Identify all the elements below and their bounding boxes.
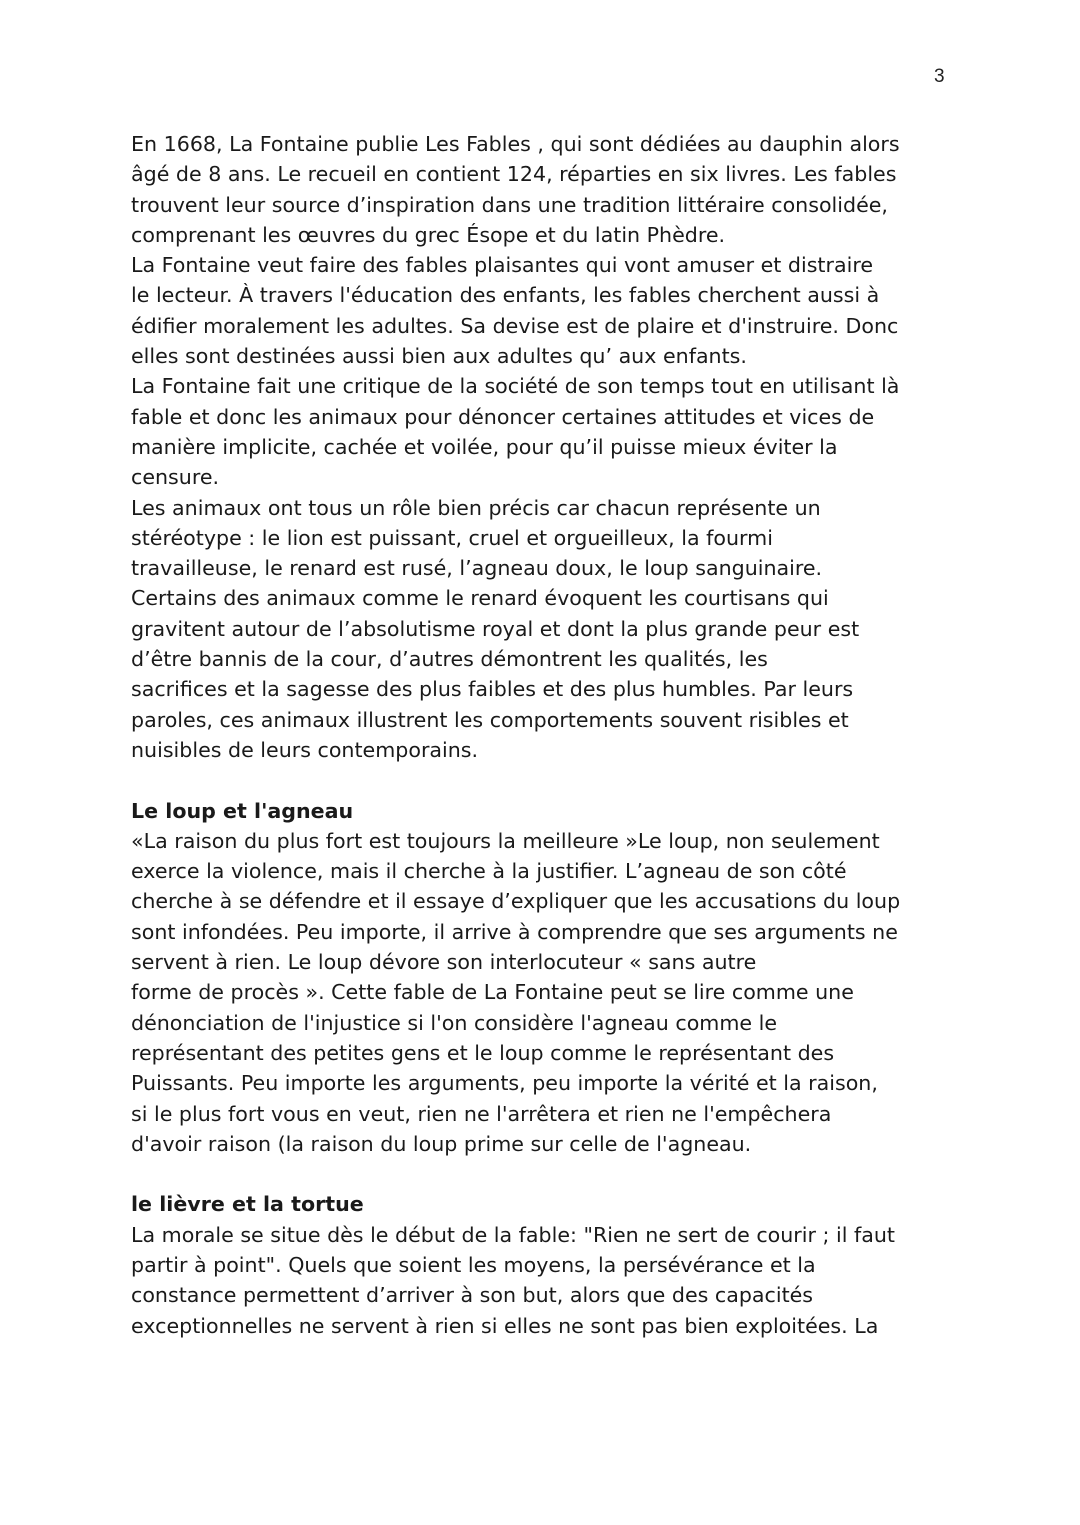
text-line: le lecteur. À travers l'éducation des enfants, les fables cherchent aussi à (131, 283, 880, 308)
text-line: La Fontaine fait une critique de la société de son temps tout en utilisant là (131, 374, 900, 399)
text-line: représentant des petites gens et le loup comme le représentant des (131, 1040, 835, 1065)
text-line: travailleuse, le renard est rusé, l’agneau doux, le loup sanguinaire. (131, 556, 823, 581)
text-line: fable et donc les animaux pour dénoncer certaines attitudes et vices de (131, 404, 875, 429)
text-line: partir à point". Quels que soient les moyens, la persévérance et la (131, 1252, 816, 1277)
text-line: sacrifices et la sagesse des plus faibles et des plus humbles. Par leurs (131, 677, 854, 702)
text-line: d’être bannis de la cour, d’autres démontrent les qualités, les (131, 647, 768, 672)
text-line: édifier moralement les adultes. Sa devise est de plaire et d'instruire. Donc (131, 313, 899, 338)
text-line: exceptionnelles ne servent à rien si elles ne sont pas bien exploitées. La (131, 1313, 879, 1338)
text-line: cherche à se défendre et il essaye d’expliquer que les accusations du loup (131, 889, 901, 914)
text-line: La Fontaine veut faire des fables plaisantes qui vont amuser et distraire (131, 253, 873, 278)
text-line: sont infondées. Peu importe, il arrive à comprendre que ses arguments ne (131, 919, 898, 944)
text-line: comprenant les œuvres du grec Ésope et du latin Phèdre. (131, 222, 726, 247)
text-line: paroles, ces animaux illustrent les comportements souvent risibles et (131, 707, 849, 732)
text-line: manière implicite, cachée et voilée, pour qu’il puisse mieux éviter la (131, 434, 838, 459)
text-line: âgé de 8 ans. Le recueil en contient 124, réparties en six livres. Les fables (131, 162, 897, 187)
text-line: exerce la violence, mais il cherche à la justifier. L’agneau de son côté (131, 859, 847, 884)
text-line: gravitent autour de l’absolutisme royal et dont la plus grande peur est (131, 616, 860, 641)
text-line: servent à rien. Le loup dévore son interlocuteur « sans autre (131, 950, 757, 975)
paragraph-spacer (131, 765, 961, 795)
text-line: constance permettent d’arriver à son but, alors que des capacités (131, 1283, 814, 1308)
text-line: censure. (131, 465, 220, 490)
intro-paragraph (131, 129, 961, 765)
text-line: Certains des animaux comme le renard évoquent les courtisans qui (131, 586, 829, 611)
text-line: trouvent leur source d’inspiration dans une tradition littéraire consolidée, (131, 192, 888, 217)
section-heading: le lièvre et la tortue (131, 1192, 364, 1217)
text-line: nuisibles de leurs contemporains. (131, 737, 479, 762)
paragraph-spacer (131, 1159, 961, 1189)
section-lievre-tortue (131, 1189, 961, 1340)
text-line: forme de procès ». Cette fable de La Fontaine peut se lire comme une (131, 980, 854, 1005)
text-line: La morale se situe dès le début de la fable: "Rien ne sert de courir ; il faut (131, 1222, 895, 1247)
text-line: En 1668, La Fontaine publie Les Fables , qui sont dédiées au dauphin alors (131, 132, 900, 156)
text-line: Puissants. Peu importe les arguments, peu importe la vérité et la raison, (131, 1071, 878, 1096)
text-line: dénonciation de l'injustice si l'on considère l'agneau comme le (131, 1010, 778, 1035)
page-number: 3 (934, 66, 945, 87)
document-body (131, 129, 961, 1341)
text-line: stéréotype : le lion est puissant, cruel et orgueilleux, la fourmi (131, 525, 773, 550)
text-line: elles sont destinées aussi bien aux adultes qu’ aux enfants. (131, 344, 747, 369)
text-line: «La raison du plus fort est toujours la meilleure »Le loup, non seulement (131, 828, 880, 853)
text-line: Les animaux ont tous un rôle bien précis car chacun représente un (131, 495, 821, 520)
section-loup-agneau (131, 796, 961, 1160)
text-line: d'avoir raison (la raison du loup prime sur celle de l'agneau. (131, 1131, 752, 1156)
section-heading: Le loup et l'agneau (131, 798, 354, 823)
text-line: si le plus fort vous en veut, rien ne l'arrêtera et rien ne l'empêchera (131, 1101, 832, 1126)
